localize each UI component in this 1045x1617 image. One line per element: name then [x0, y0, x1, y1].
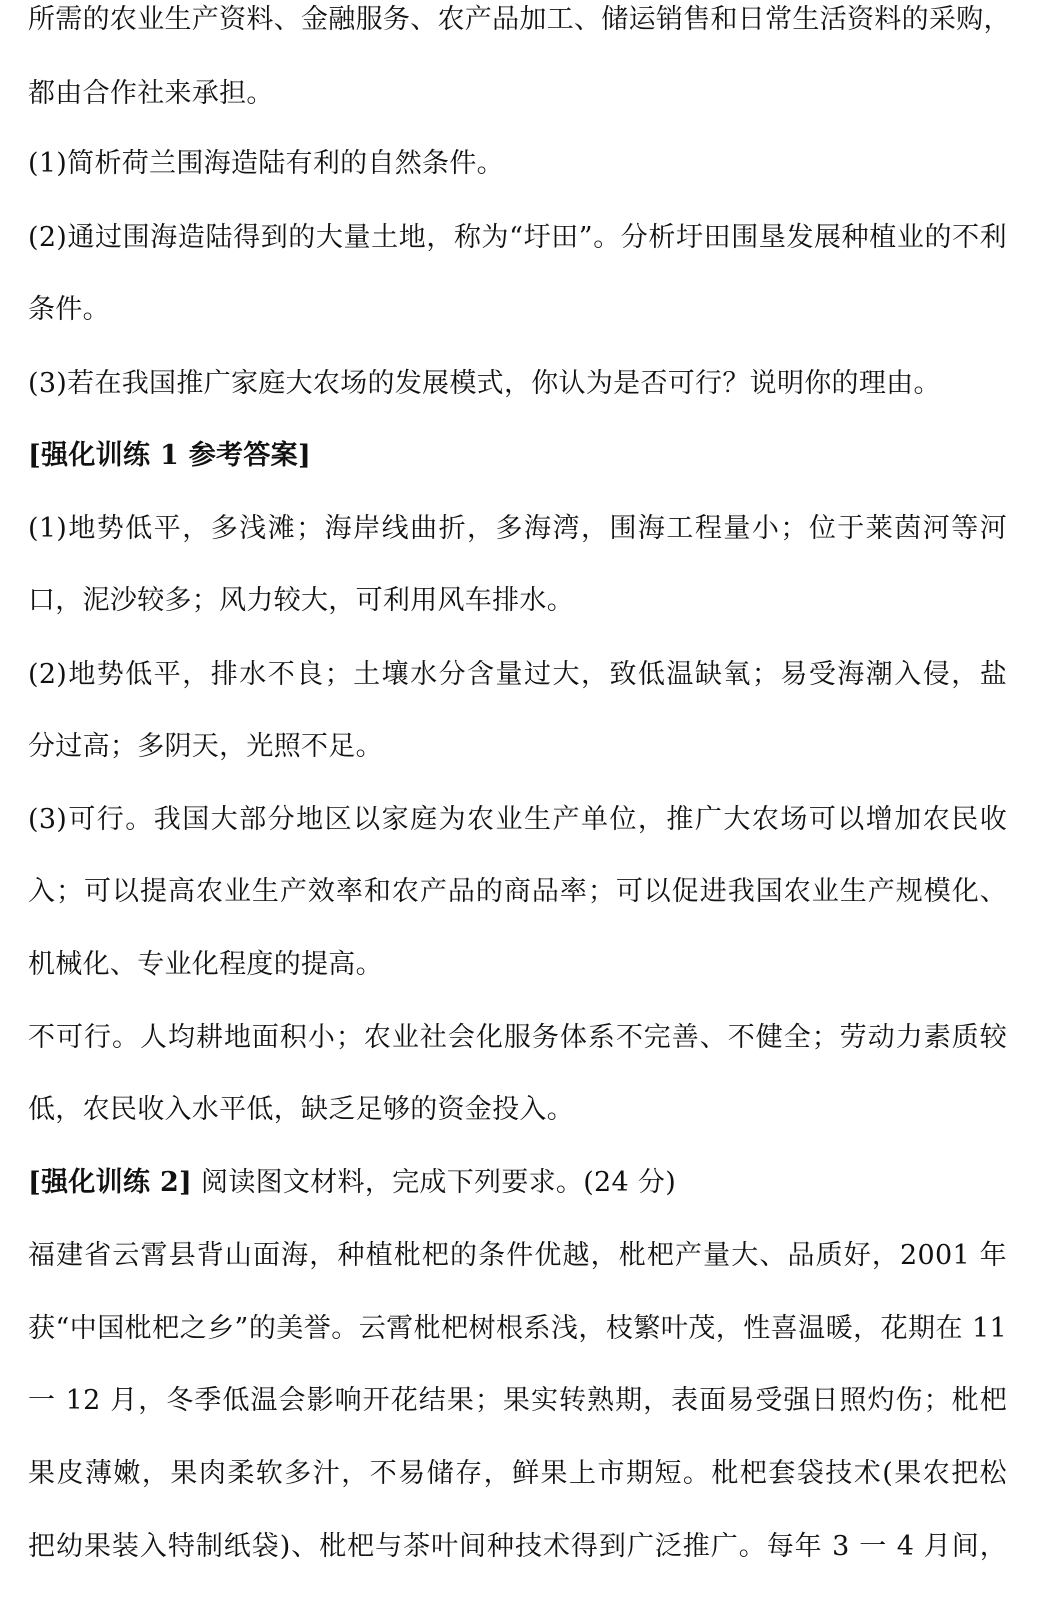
text-line: 一 12 月，冬季低温会影响开花结果；果实转熟期，表面易受强日照灼伤；枇杷: [28, 1385, 1007, 1416]
answer-3-alt: 不可行。人均耕地面积小；农业社会化服务体系不完善、不健全；劳动力素质较: [28, 1022, 1007, 1053]
question-1: (1)简析荷兰围海造陆有利的自然条件。: [28, 148, 504, 179]
text-line: 果皮薄嫩，果肉柔软多汁，不易储存，鲜果上市期短。枇杷套袋技术(果农把松: [28, 1458, 1007, 1489]
text-line: 口，泥沙较多；风力较大，可利用风车排水。: [28, 585, 574, 616]
answer-1: (1)地势低平，多浅滩；海岸线曲折，多海湾，围海工程量小；位于莱茵河等河: [28, 513, 1007, 544]
question-3: (3)若在我国推广家庭大农场的发展模式，你认为是否可行？说明你的理由。: [28, 368, 941, 399]
answer-3: (3)可行。我国大部分地区以家庭为农业生产单位，推广大农场可以增加农民收: [28, 804, 1007, 835]
text-line: 分过高；多阴天，光照不足。: [28, 731, 383, 762]
text-line: 低，农民收入水平低，缺乏足够的资金投入。: [28, 1094, 574, 1125]
text-line: 所需的农业生产资料、金融服务、农产品加工、储运销售和日常生活资料的采购，: [28, 4, 1011, 35]
answer-2: (2)地势低平，排水不良；土壤水分含量过大，致低温缺氧；易受海潮入侵，盐: [28, 659, 1007, 690]
text-line: 获“中国枇杷之乡”的美誉。云霄枇杷树根系浅，枝繁叶茂，性喜温暖，花期在 11: [28, 1313, 1007, 1344]
answer-heading: [强化训练 1 参考答案]: [28, 440, 312, 471]
question-2: (2)通过围海造陆得到的大量土地，称为“圩田”。分析圩田围垦发展种植业的不利: [28, 222, 1007, 253]
text-line: 条件。: [28, 294, 110, 325]
text-line: 机械化、专业化程度的提高。: [28, 949, 383, 980]
training-2-instruction: 阅读图文材料，完成下列要求。(24 分): [192, 1167, 677, 1198]
training-2-heading: [强化训练 2]: [28, 1167, 193, 1198]
text-line: 都由合作社来承担。: [28, 78, 274, 109]
text-line: 把幼果装入特制纸袋)、枇杷与茶叶间种技术得到广泛推广。每年 3 一 4 月间，: [28, 1531, 1007, 1562]
material-text: 福建省云霄县背山面海，种植枇杷的条件优越，枇杷产量大、品质好，2001 年: [28, 1240, 1007, 1271]
training-2-header: [28, 1165, 1007, 1201]
text-line: 入；可以提高农业生产效率和农产品的商品率；可以促进我国农业生产规模化、: [28, 876, 1007, 907]
